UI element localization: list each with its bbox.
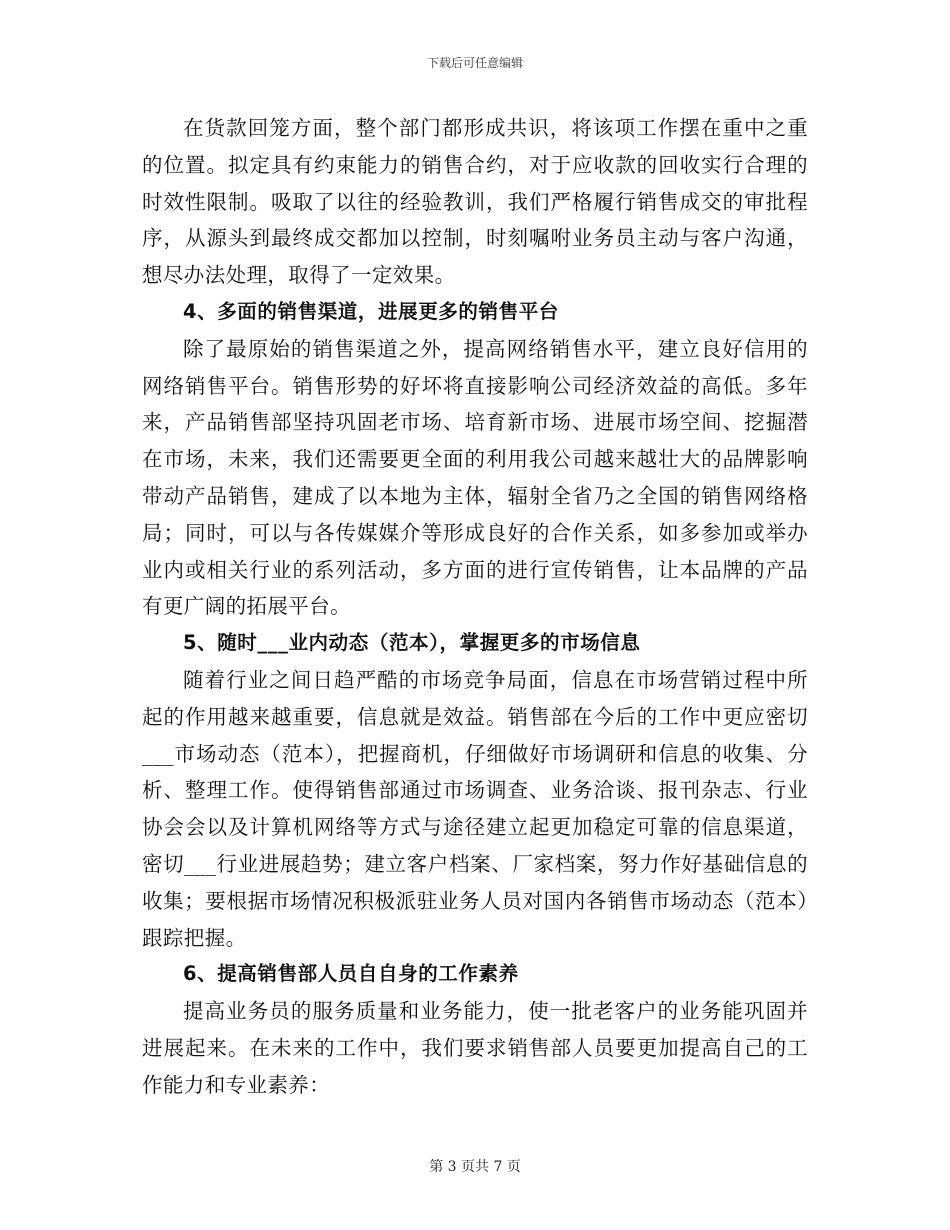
heading-sales-channels: 4、多面的销售渠道，进展更多的销售平台 bbox=[182, 299, 559, 323]
heading-industry-trends: 5、随时___业内动态（范本），掌握更多的市场信息 bbox=[182, 631, 641, 655]
paragraph-market-information: 随着行业之间日趋严酷的市场竞争局面，信息在市场营销过程中所起的作用越来越重要，信息就是效益。销售部在今后的工作中更应密切___市场动态（范本），把握商机，仔细做好市场调研和信息的收集、分析、整理工作。使得销售部通过市场调查、业务洽谈、报刊杂志、行业协会会以及计算机网络等方式与途径建立起更加稳定可靠的信息渠道，密切___行业进展趋势；建立客户档案、厂家档案，努力作好基础信息的收集；要根据市场情况积极派驻业务人员对国内各销售市场动态（范本）跟踪把握。 bbox=[142, 667, 808, 950]
heading-staff-quality: 6、提高销售部人员自自身的工作素养 bbox=[182, 962, 519, 986]
paragraph-staff-quality: 提高业务员的服务质量和业务能力，使一批老客户的业务能巩固并进展起来。在未来的工作中，我们要求销售部人员要更加提高自己的工作能力和专业素养： bbox=[142, 999, 808, 1097]
page-header-note: 下载后可任意编辑 bbox=[426, 56, 523, 70]
page-number-footer: 第 3 页共 7 页 bbox=[429, 1159, 521, 1175]
paragraph-payment-collection: 在货款回笼方面，整个部门都形成共识，将该项工作摆在重中之重的位置。拟定具有约束能力的销售合约，对于应收款的回收实行合理的时效性限制。吸取了以往的经验教训，我们严格履行销售成交的审批程序，从源头到最终成交都加以控制，时刻嘱咐业务员主动与客户沟通，想尽办法处理，取得了一定效果。 bbox=[142, 116, 808, 288]
paragraph-sales-channels: 除了最原始的销售渠道之外，提高网络销售水平，建立良好信用的网络销售平台。销售形势的好坏将直接影响公司经济效益的高低。多年来，产品销售部坚持巩固老市场、培育新市场、进展市场空间、挖掘潜在市场，未来，我们还需要更全面的利用我公司越来越壮大的品牌影响带动产品销售，建成了以本地为主体，辐射全省乃之全国的销售网络格局；同时，可以与各传媒媒介等形成良好的合作关系，如多参加或举办业内或相关行业的系列活动，多方面的进行宣传销售，让本品牌的产品有更广阔的拓展平台。 bbox=[142, 336, 808, 619]
document-body bbox=[142, 110, 808, 1104]
